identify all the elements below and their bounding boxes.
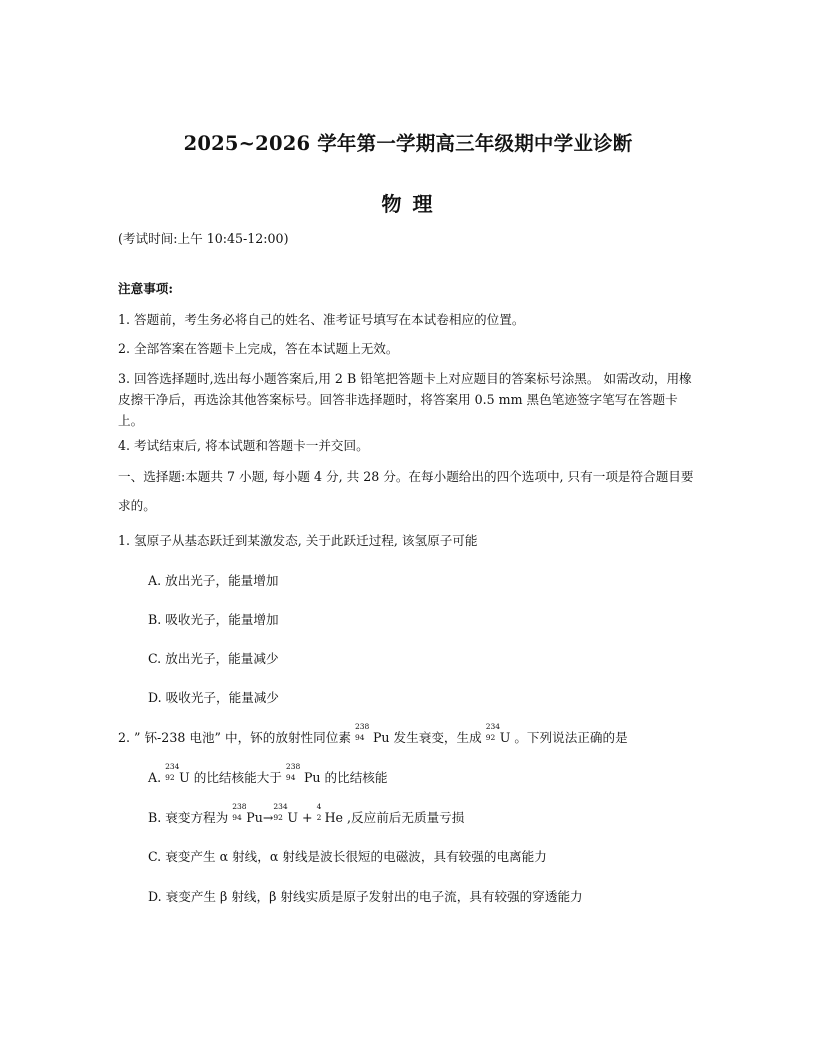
q2-stem-part2: Pu 发生衰变，生成 xyxy=(372,730,482,745)
pu-nuclide-symbol: 238 94 xyxy=(354,722,370,742)
pu-nuclide-symbol: 238 94 xyxy=(232,802,247,822)
q1-option-b: B. 吸收光子，能量增加 xyxy=(148,612,279,627)
section1-intro: 一、选择题:本题共 7 小题, 每小题 4 分, 共 28 分。在每小题给出的四个选项中, 只有一项是符合题目要求的。 xyxy=(118,469,694,513)
he-nuclide-symbol: 4 2 xyxy=(316,802,322,822)
q2-option-c: C. 衰变产生 α 射线，α 射线是波长很短的电磁波，具有较强的电离能力 xyxy=(148,849,547,864)
note-3: 3. 回答选择题时,选出每小题答案后,用 2 B 铅笔把答题卡上对应题目的答案标号涂黑。 如需改动，用橡皮擦干净后，再选涂其他答案标号。回答非选择题时，将答案用 0.5 mm 黑色笔迹签字笔写在答题卡上。 xyxy=(118,371,692,428)
q2-option-b-label: B. 衰变方程为 xyxy=(148,810,229,825)
q2-option-a xyxy=(148,762,698,788)
q2-option-b-text2: U + xyxy=(287,810,313,825)
q2-stem-part3: U 。下列说法正确的是 xyxy=(499,730,628,745)
q1-option-c: C. 放出光子，能量减少 xyxy=(148,651,279,666)
exam-title: 2025~2026 学年第一学期高三年级期中学业诊断 xyxy=(183,132,633,155)
exam-time: (考试时间:上午 10:45-12:00) xyxy=(118,231,289,246)
exam-subject: 物 理 xyxy=(381,192,435,216)
q2-option-a-text2: Pu 的比结核能 xyxy=(303,770,388,785)
q2-option-b xyxy=(148,802,698,828)
q1-option-d: D. 吸收光子，能量减少 xyxy=(148,690,279,705)
q2-option-b-text3: He ,反应前后无质量亏损 xyxy=(324,810,465,825)
u-nuclide-symbol: 234 92 xyxy=(273,802,288,822)
u-nuclide-symbol: 234 92 xyxy=(485,722,501,742)
q1-stem: 1. 氢原子从基态跃迁到某激发态, 关于此跃迁过程, 该氢原子可能 xyxy=(118,533,478,548)
pu-nuclide-symbol: 238 94 xyxy=(285,762,301,782)
note-1: 1. 答题前，考生务必将自己的姓名、准考证号填写在本试卷相应的位置。 xyxy=(118,312,525,327)
note-2: 2. 全部答案在答题卡上完成，答在本试题上无效。 xyxy=(118,341,399,356)
note-4: 4. 考试结束后, 将本试题和答题卡一并交回。 xyxy=(118,438,369,453)
q2-stem xyxy=(118,722,698,748)
q2-option-d: D. 衰变产生 β 射线，β 射线实质是原子发射出的电子流，具有较强的穿透能力 xyxy=(148,889,583,904)
q2-option-a-label: A. xyxy=(148,770,162,785)
q1-option-a: A. 放出光子，能量增加 xyxy=(148,573,279,588)
q2-stem-part1: 2. ” 钚-238 电池” 中，钚的放射性同位素 xyxy=(118,730,351,745)
u-nuclide-symbol: 234 92 xyxy=(165,762,180,782)
q2-option-b-text1: Pu→ xyxy=(246,810,274,825)
notes-heading: 注意事项: xyxy=(118,281,174,296)
q2-option-a-text1: U 的比结核能大于 xyxy=(179,770,282,785)
